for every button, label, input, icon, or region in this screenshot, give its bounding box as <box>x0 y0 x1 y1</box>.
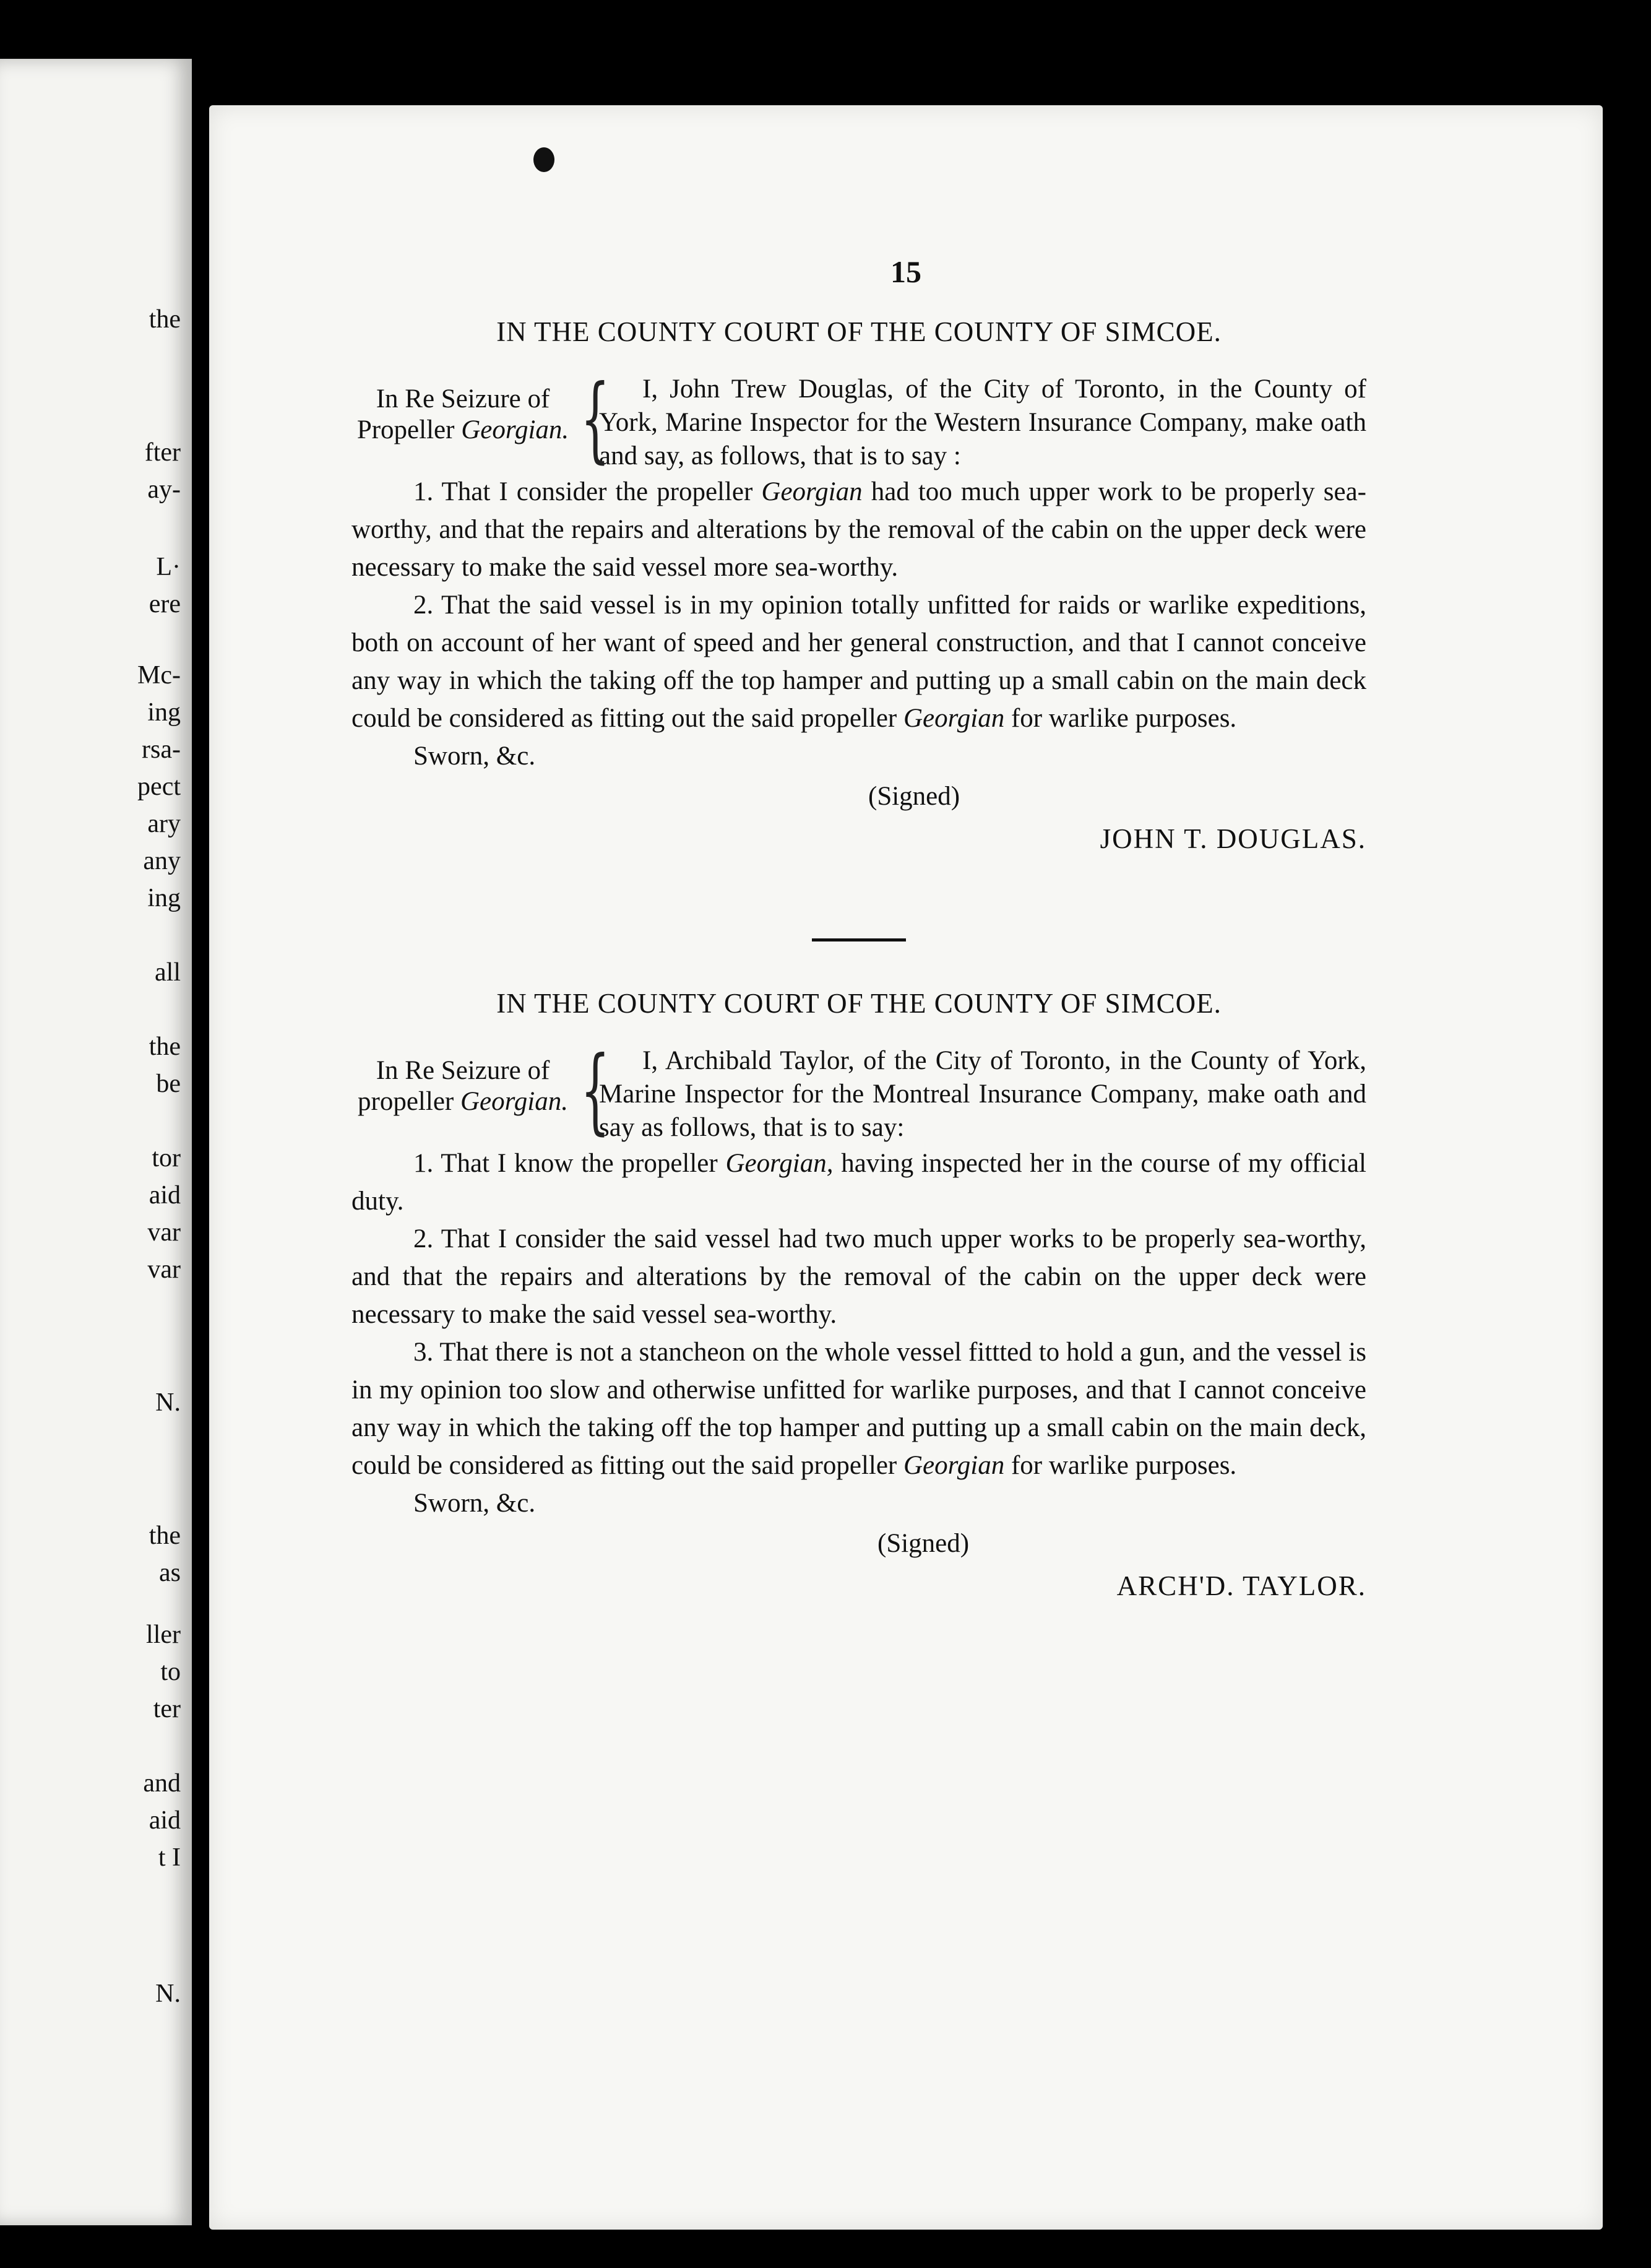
signature-name: ARCH'D. TAYLOR. <box>1116 1570 1366 1601</box>
court-heading: IN THE COUNTY COURT OF THE COUNTY OF SIMCOE. <box>496 988 1222 1019</box>
left-fragment: ing <box>147 698 181 727</box>
caption-text: Propeller <box>356 415 462 444</box>
left-fragment: ter <box>153 1695 181 1723</box>
caption-line: In Re Seizure of <box>376 1056 550 1085</box>
text: having inspected her in the course of my official duty. <box>351 1149 1366 1216</box>
preamble <box>351 365 1366 473</box>
caption-line <box>351 415 574 446</box>
vessel-name: Georgian <box>903 1451 1005 1480</box>
paragraph-3 <box>351 1333 1366 1484</box>
left-fragment: var <box>147 1255 181 1284</box>
ink-blot <box>533 147 554 172</box>
left-fragment: the <box>149 305 181 334</box>
paragraph-2 <box>351 586 1366 737</box>
paragraph-2: 2. That I consider the said vessel had two much upper works to be properly sea-worthy, and that the repairs and alterations by the removal of the cabin on the upper deck were necessary to make the said vessel sea-worthy. <box>351 1224 1366 1329</box>
vessel-name: Georgian <box>903 704 1005 733</box>
text: 2. That the said vessel is in my opinion totally unfitted for raids or warlike expeditions, both on account of her want of speed and her general construction, and that I cannot conceive any way in which the taking off the top hamper and putting up a small cabin on the main deck could be considered as fitting out the said propeller <box>351 591 1366 733</box>
text: 1. That I know the propeller <box>413 1149 726 1178</box>
court-heading: IN THE COUNTY COURT OF THE COUNTY OF SIMCOE. <box>496 316 1222 347</box>
left-fragment: pect <box>137 773 181 801</box>
left-fragment: ary <box>147 810 181 838</box>
caption-line: In Re Seizure of <box>376 384 550 413</box>
left-fragment: N. <box>155 1980 181 2008</box>
vessel-name: Georgian. <box>460 1087 568 1116</box>
section-divider <box>812 938 906 941</box>
left-fragment: tor <box>152 1144 181 1172</box>
left-fragment: rsa- <box>142 735 181 764</box>
affidavit-taylor <box>351 987 1366 1605</box>
vessel-name: Georgian. <box>461 415 569 444</box>
vessel-name: Georgian <box>761 477 863 506</box>
left-fragment: ere <box>149 590 181 618</box>
left-fragment: fter <box>144 438 181 467</box>
left-fragment: the <box>149 1521 181 1550</box>
brace-glyph: { <box>580 365 610 473</box>
left-fragment: aid <box>149 1806 181 1835</box>
signed-label: (Signed) <box>868 782 960 811</box>
left-fragment: be <box>156 1070 181 1098</box>
case-caption <box>351 373 574 473</box>
deponent-intro: I, Archibald Taylor, of the City of Toronto, in the County of York, Marine Inspector for the Montreal Insurance Company, make oath and say as follows, that is to say: <box>599 1046 1366 1142</box>
left-fragment: the <box>149 1032 181 1061</box>
left-fragment: to <box>160 1658 181 1686</box>
paragraph-1 <box>351 473 1366 586</box>
signed-label: (Signed) <box>877 1529 970 1558</box>
sworn-line: Sworn, &c. <box>413 1489 536 1518</box>
text: 3. That there is not a stancheon on the whole vessel fittted to hold a gun, and the vessel is in my opinion too slow and otherwise unfitted for warlike purposes, and that I cannot conceive any way in which the taking off the top hamper and putting up a small cabin on the main deck, could be considered as fitting out the said propeller <box>351 1338 1366 1480</box>
caption-text: propeller <box>358 1087 460 1116</box>
left-fragment: all <box>155 958 181 987</box>
brace-glyph: { <box>580 1037 610 1145</box>
left-fragment: and <box>143 1769 181 1798</box>
left-fragment: ay- <box>147 475 181 504</box>
deponent-intro: I, John Trew Douglas, of the City of Toronto, in the County of York, Marine Inspector for the Western Insurance Company, make oath and say, as follows, that is to say : <box>599 374 1366 470</box>
text: for warlike purposes. <box>1004 704 1237 733</box>
left-fragment: t I <box>158 1843 181 1872</box>
left-fragment: L· <box>156 553 181 581</box>
left-fragment: as <box>159 1559 181 1587</box>
caption-line <box>351 1086 574 1117</box>
left-fragment: ller <box>146 1621 181 1649</box>
preamble <box>351 1037 1366 1145</box>
case-caption <box>351 1044 574 1145</box>
previous-page-edge <box>0 59 192 2225</box>
signature-name: JOHN T. DOUGLAS. <box>1100 823 1366 854</box>
vessel-name: Georgian, <box>725 1149 834 1178</box>
text: had too much upper work to be properly sea-worthy, and that the repairs and alterations by the removal of the cabin on the upper deck were necessary to make the said vessel more sea-worthy. <box>351 477 1367 582</box>
left-fragment: aid <box>149 1181 181 1210</box>
left-fragment: Mc- <box>137 661 181 690</box>
left-fragment: any <box>143 847 181 875</box>
sworn-line: Sworn, &c. <box>413 742 536 771</box>
left-fragment: N. <box>155 1388 181 1417</box>
paragraph-1 <box>351 1145 1366 1220</box>
text: 1. That I consider the propeller <box>413 477 762 506</box>
text: for warlike purposes. <box>1004 1451 1237 1480</box>
left-fragment: ing <box>147 884 181 912</box>
left-fragment: var <box>147 1218 181 1247</box>
affidavit-douglas <box>351 316 1366 858</box>
page-number: 15 <box>890 254 921 289</box>
book-gutter <box>192 0 210 2268</box>
